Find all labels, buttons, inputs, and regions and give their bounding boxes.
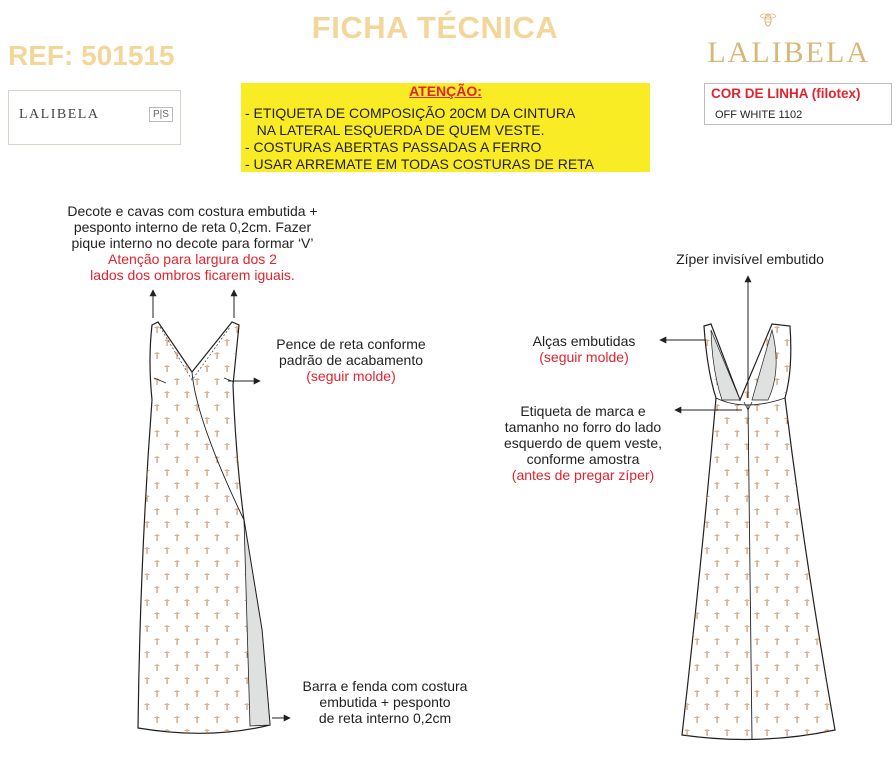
- hem-note-line: embutida + pesponto: [319, 694, 451, 710]
- attention-title: ATENÇÃO:: [409, 83, 482, 99]
- brand-label-warning: (antes de pregar zíper): [511, 467, 655, 483]
- dart-note-line: Pence de reta conforme: [276, 336, 426, 352]
- brand-label-note-line: esquerdo de quem veste,: [504, 435, 662, 451]
- reference-number: REF: 501515: [8, 40, 175, 71]
- attention-line: NA LATERAL ESQUERDA DE QUEM VESTE.: [245, 122, 545, 138]
- dart-note-line: padrão de acabamento: [279, 352, 423, 368]
- brand-label-note-line: Etiqueta de marca e: [520, 403, 646, 419]
- page-title: FICHA TÉCNICA: [311, 10, 559, 45]
- attention-line: - ETIQUETA DE COMPOSIÇÃO 20CM DA CINTURA: [245, 105, 576, 121]
- zipper-note: Zíper invisível embutido: [676, 251, 824, 267]
- straps-warning: (seguir molde): [539, 349, 629, 365]
- brand-logo-text: LALIBELA: [707, 36, 870, 69]
- hem-note-line: Barra e fenda com costura: [302, 678, 468, 694]
- logo-brand-text: LALIBELA: [19, 107, 100, 122]
- front-dress-drawing: [138, 322, 270, 733]
- hem-note-line: de reta interno 0,2cm: [318, 710, 452, 726]
- thread-color-value: OFF WHITE 1102: [715, 109, 803, 121]
- neckline-note-line: Decote e cavas com costura embutida +: [67, 203, 318, 219]
- thread-color-title: COR DE LINHA (filotex): [711, 86, 861, 101]
- brand-label-note-line: conforme amostra: [526, 451, 640, 467]
- attention-line: - COSTURAS ABERTAS PASSADAS A FERRO: [245, 139, 542, 155]
- dart-warning: (seguir molde): [306, 368, 396, 384]
- back-dress-drawing: [682, 324, 835, 740]
- straps-note-line: Alças embutidas: [532, 333, 636, 349]
- neckline-note-line: pique interno no decote para formar ‘V’: [71, 235, 314, 251]
- neckline-note-line: pesponto interno de reta 0,2cm. Fazer: [73, 219, 312, 235]
- neckline-warning-line: Atenção para largura dos 2: [108, 251, 277, 267]
- brand-label-note-line: tamanho no forro do lado: [504, 419, 662, 435]
- logo-mark: P|S: [149, 107, 173, 122]
- attention-line: - USAR ARREMATE EM TODAS COSTURAS DE RETA: [245, 156, 595, 172]
- neckline-warning-line: lados dos ombros ficarem iguais.: [90, 267, 295, 283]
